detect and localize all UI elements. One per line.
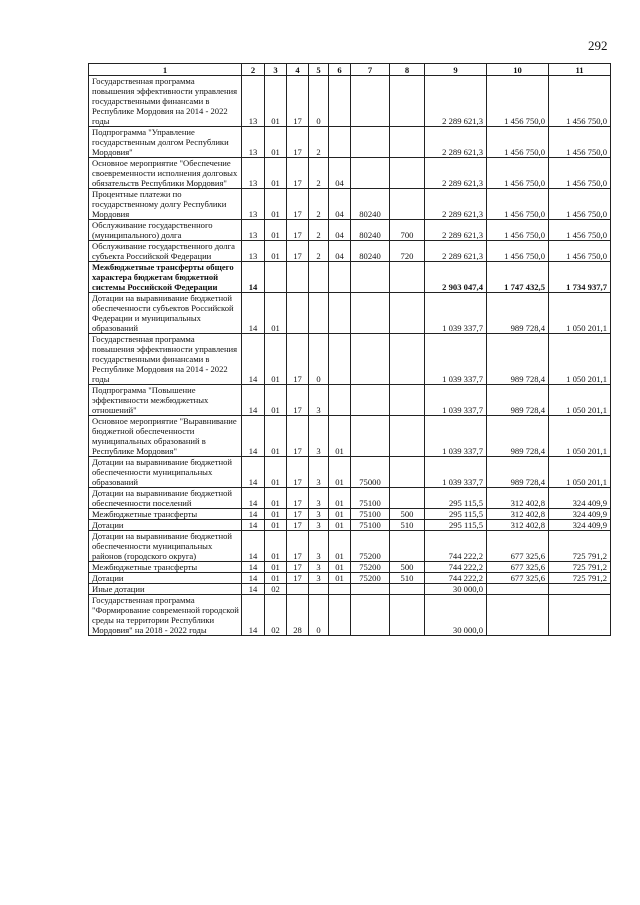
code-expense-type (390, 127, 425, 158)
amount-col11: 1 050 201,1 (549, 457, 611, 488)
amount-col10: 989 728,4 (487, 385, 549, 416)
code-chapter: 14 (242, 334, 265, 385)
table-row (89, 488, 611, 509)
amount-col11: 1 050 201,1 (549, 416, 611, 457)
code-direction (351, 127, 390, 158)
code-expense-type (390, 531, 425, 562)
code-expense-type (390, 595, 425, 636)
table-row (89, 416, 611, 457)
code-expense-type (390, 334, 425, 385)
code-direction: 80240 (351, 189, 390, 220)
code-chapter: 14 (242, 520, 265, 531)
code-program: 17 (287, 573, 309, 584)
amount-col11: 1 050 201,1 (549, 293, 611, 334)
table-row (89, 509, 611, 520)
row-name: Государственная программа "Формирование современной городской среды на территории Республики Мордовия" на 2018 - 2022 годы (89, 595, 242, 636)
code-event: 04 (329, 189, 351, 220)
amount-col9: 744 222,2 (425, 531, 487, 562)
amount-col11: 1 456 750,0 (549, 241, 611, 262)
code-event (329, 584, 351, 595)
amount-col10: 1 456 750,0 (487, 76, 549, 127)
code-event: 01 (329, 573, 351, 584)
amount-col10: 312 402,8 (487, 488, 549, 509)
table-row (89, 189, 611, 220)
amount-col11: 1 456 750,0 (549, 220, 611, 241)
amount-col9: 2 289 621,3 (425, 76, 487, 127)
code-event: 01 (329, 457, 351, 488)
amount-col9: 30 000,0 (425, 584, 487, 595)
code-subprogram: 3 (309, 573, 329, 584)
code-program: 17 (287, 509, 309, 520)
code-direction: 75100 (351, 520, 390, 531)
code-event: 01 (329, 416, 351, 457)
code-event: 04 (329, 158, 351, 189)
row-name: Подпрограмма "Повышение эффективности межбюджетных отношений" (89, 385, 242, 416)
code-chapter: 14 (242, 385, 265, 416)
column-header: 8 (390, 64, 425, 76)
code-direction (351, 595, 390, 636)
code-direction (351, 334, 390, 385)
code-expense-type (390, 293, 425, 334)
code-direction: 75200 (351, 531, 390, 562)
code-expense-type (390, 189, 425, 220)
code-chapter: 13 (242, 76, 265, 127)
code-subprogram: 3 (309, 509, 329, 520)
amount-col10: 312 402,8 (487, 509, 549, 520)
code-section: 01 (265, 531, 287, 562)
row-name: Дотации на выравнивание бюджетной обеспеченности субъектов Российской Федерации и муниципальных образований (89, 293, 242, 334)
code-chapter: 14 (242, 488, 265, 509)
column-header: 6 (329, 64, 351, 76)
code-program: 17 (287, 220, 309, 241)
code-subprogram: 0 (309, 595, 329, 636)
code-program: 17 (287, 158, 309, 189)
amount-col9: 1 039 337,7 (425, 293, 487, 334)
amount-col11: 324 409,9 (549, 488, 611, 509)
table-row (89, 531, 611, 562)
code-direction: 75100 (351, 488, 390, 509)
table-row (89, 262, 611, 293)
header-row (89, 64, 611, 76)
amount-col9: 295 115,5 (425, 509, 487, 520)
code-direction (351, 584, 390, 595)
code-subprogram: 2 (309, 158, 329, 189)
amount-col11: 1 734 937,7 (549, 262, 611, 293)
code-section: 01 (265, 76, 287, 127)
code-chapter: 14 (242, 262, 265, 293)
row-name: Подпрограмма "Управление государственным долгом Республики Мордовия" (89, 127, 242, 158)
row-name: Дотации на выравнивание бюджетной обеспеченности муниципальных образований (89, 457, 242, 488)
row-name: Дотации (89, 520, 242, 531)
budget-table-container (88, 63, 610, 636)
code-expense-type: 500 (390, 509, 425, 520)
column-header: 2 (242, 64, 265, 76)
code-subprogram: 3 (309, 531, 329, 562)
code-section: 01 (265, 189, 287, 220)
amount-col11: 725 791,2 (549, 531, 611, 562)
code-event: 01 (329, 520, 351, 531)
code-program: 17 (287, 531, 309, 562)
table-row (89, 595, 611, 636)
code-event: 04 (329, 241, 351, 262)
amount-col11: 1 456 750,0 (549, 189, 611, 220)
amount-col9: 2 289 621,3 (425, 158, 487, 189)
code-expense-type (390, 488, 425, 509)
code-expense-type: 720 (390, 241, 425, 262)
column-header: 10 (487, 64, 549, 76)
column-header: 9 (425, 64, 487, 76)
amount-col9: 295 115,5 (425, 520, 487, 531)
table-row (89, 385, 611, 416)
code-direction (351, 158, 390, 189)
column-header: 5 (309, 64, 329, 76)
code-event (329, 293, 351, 334)
code-section: 01 (265, 385, 287, 416)
code-subprogram: 3 (309, 416, 329, 457)
code-subprogram: 3 (309, 562, 329, 573)
code-program: 17 (287, 76, 309, 127)
column-header: 1 (89, 64, 242, 76)
code-direction: 80240 (351, 220, 390, 241)
code-section: 01 (265, 520, 287, 531)
code-subprogram: 3 (309, 457, 329, 488)
amount-col11: 1 456 750,0 (549, 127, 611, 158)
code-direction (351, 293, 390, 334)
code-event (329, 334, 351, 385)
code-program: 17 (287, 127, 309, 158)
amount-col11: 324 409,9 (549, 509, 611, 520)
code-section (265, 262, 287, 293)
code-expense-type: 510 (390, 573, 425, 584)
amount-col10: 677 325,6 (487, 573, 549, 584)
code-program: 17 (287, 334, 309, 385)
column-header: 11 (549, 64, 611, 76)
code-direction: 75200 (351, 562, 390, 573)
amount-col11: 725 791,2 (549, 573, 611, 584)
table-row (89, 573, 611, 584)
amount-col10: 1 456 750,0 (487, 189, 549, 220)
table-row (89, 293, 611, 334)
code-expense-type (390, 416, 425, 457)
code-chapter: 13 (242, 220, 265, 241)
code-chapter: 14 (242, 416, 265, 457)
code-expense-type: 500 (390, 562, 425, 573)
table-row (89, 76, 611, 127)
amount-col10: 1 747 432,5 (487, 262, 549, 293)
row-name: Процентные платежи по государственному долгу Республики Мордовия (89, 189, 242, 220)
code-direction (351, 416, 390, 457)
amount-col9: 2 289 621,3 (425, 189, 487, 220)
amount-col11 (549, 584, 611, 595)
row-name: Дотации на выравнивание бюджетной обеспеченности поселений (89, 488, 242, 509)
code-event: 01 (329, 509, 351, 520)
budget-table (88, 63, 611, 636)
code-event (329, 262, 351, 293)
amount-col10 (487, 595, 549, 636)
table-body (89, 76, 611, 636)
code-subprogram: 3 (309, 520, 329, 531)
amount-col10: 989 728,4 (487, 334, 549, 385)
amount-col9: 2 289 621,3 (425, 241, 487, 262)
code-subprogram: 2 (309, 220, 329, 241)
table-row (89, 334, 611, 385)
code-event (329, 595, 351, 636)
row-name: Дотации на выравнивание бюджетной обеспеченности муниципальных районов (городского округа) (89, 531, 242, 562)
amount-col10 (487, 584, 549, 595)
code-section: 01 (265, 416, 287, 457)
code-chapter: 13 (242, 189, 265, 220)
row-name: Иные дотации (89, 584, 242, 595)
code-chapter: 13 (242, 158, 265, 189)
code-chapter: 14 (242, 509, 265, 520)
amount-col11: 1 456 750,0 (549, 158, 611, 189)
code-direction: 75200 (351, 573, 390, 584)
code-program (287, 262, 309, 293)
code-expense-type (390, 584, 425, 595)
code-chapter: 13 (242, 127, 265, 158)
table-row (89, 457, 611, 488)
row-name: Государственная программа повышения эффективности управления государственными финансами в Республике Мордовия на 2014 - 2022 годы (89, 76, 242, 127)
code-chapter: 14 (242, 293, 265, 334)
code-subprogram: 2 (309, 241, 329, 262)
code-program: 17 (287, 520, 309, 531)
amount-col9: 2 903 047,4 (425, 262, 487, 293)
code-program: 17 (287, 416, 309, 457)
code-program: 17 (287, 457, 309, 488)
code-direction: 75000 (351, 457, 390, 488)
amount-col9: 1 039 337,7 (425, 385, 487, 416)
amount-col10: 677 325,6 (487, 531, 549, 562)
code-program: 17 (287, 488, 309, 509)
code-expense-type (390, 457, 425, 488)
code-subprogram: 2 (309, 127, 329, 158)
code-section: 02 (265, 584, 287, 595)
code-chapter: 14 (242, 595, 265, 636)
code-section: 01 (265, 158, 287, 189)
amount-col9: 2 289 621,3 (425, 127, 487, 158)
code-event: 01 (329, 531, 351, 562)
code-section: 01 (265, 457, 287, 488)
amount-col9: 744 222,2 (425, 562, 487, 573)
row-name: Межбюджетные трансферты общего характера бюджетам бюджетной системы Российской Федерации (89, 262, 242, 293)
code-direction (351, 262, 390, 293)
code-program: 28 (287, 595, 309, 636)
code-section: 01 (265, 488, 287, 509)
row-name: Межбюджетные трансферты (89, 509, 242, 520)
amount-col10: 1 456 750,0 (487, 158, 549, 189)
code-direction: 75100 (351, 509, 390, 520)
code-expense-type: 510 (390, 520, 425, 531)
amount-col10: 989 728,4 (487, 457, 549, 488)
code-expense-type (390, 76, 425, 127)
code-expense-type (390, 262, 425, 293)
code-subprogram (309, 584, 329, 595)
code-section: 01 (265, 241, 287, 262)
amount-col11: 324 409,9 (549, 520, 611, 531)
code-subprogram: 0 (309, 334, 329, 385)
code-chapter: 14 (242, 457, 265, 488)
code-event (329, 76, 351, 127)
amount-col9: 1 039 337,7 (425, 334, 487, 385)
code-subprogram (309, 262, 329, 293)
amount-col9: 30 000,0 (425, 595, 487, 636)
amount-col11: 1 050 201,1 (549, 385, 611, 416)
code-section: 01 (265, 293, 287, 334)
code-section: 01 (265, 127, 287, 158)
code-expense-type: 700 (390, 220, 425, 241)
row-name: Обслуживание государственного (муниципального) долга (89, 220, 242, 241)
code-expense-type (390, 158, 425, 189)
amount-col10: 989 728,4 (487, 293, 549, 334)
amount-col9: 744 222,2 (425, 573, 487, 584)
code-section: 02 (265, 595, 287, 636)
code-subprogram: 2 (309, 189, 329, 220)
code-program: 17 (287, 385, 309, 416)
code-subprogram: 3 (309, 488, 329, 509)
code-event (329, 385, 351, 416)
code-chapter: 13 (242, 241, 265, 262)
table-row (89, 220, 611, 241)
code-chapter: 14 (242, 531, 265, 562)
code-program (287, 293, 309, 334)
code-event: 01 (329, 488, 351, 509)
amount-col9: 1 039 337,7 (425, 416, 487, 457)
column-header: 7 (351, 64, 390, 76)
amount-col11: 1 456 750,0 (549, 76, 611, 127)
table-row (89, 584, 611, 595)
amount-col9: 2 289 621,3 (425, 220, 487, 241)
code-section: 01 (265, 334, 287, 385)
row-name: Государственная программа повышения эффективности управления государственными финансами в Республике Мордовия на 2014 - 2022 годы (89, 334, 242, 385)
table-row (89, 158, 611, 189)
amount-col9: 295 115,5 (425, 488, 487, 509)
code-program (287, 584, 309, 595)
amount-col10: 1 456 750,0 (487, 220, 549, 241)
amount-col10: 312 402,8 (487, 520, 549, 531)
amount-col9: 1 039 337,7 (425, 457, 487, 488)
row-name: Дотации (89, 573, 242, 584)
code-subprogram: 3 (309, 385, 329, 416)
code-chapter: 14 (242, 584, 265, 595)
page-number: 292 (588, 38, 608, 53)
code-program: 17 (287, 562, 309, 573)
code-event: 04 (329, 220, 351, 241)
code-chapter: 14 (242, 573, 265, 584)
code-subprogram (309, 293, 329, 334)
row-name: Основное мероприятие "Выравнивание бюджетной обеспеченности муниципальных образований в Республике Мордовия" (89, 416, 242, 457)
row-name: Обслуживание государственного долга субъекта Российской Федерации (89, 241, 242, 262)
amount-col10: 677 325,6 (487, 562, 549, 573)
code-event (329, 127, 351, 158)
amount-col10: 989 728,4 (487, 416, 549, 457)
table-row (89, 127, 611, 158)
column-header: 3 (265, 64, 287, 76)
code-direction (351, 76, 390, 127)
code-section: 01 (265, 562, 287, 573)
row-name: Межбюджетные трансферты (89, 562, 242, 573)
code-program: 17 (287, 189, 309, 220)
code-subprogram: 0 (309, 76, 329, 127)
column-header: 4 (287, 64, 309, 76)
table-row (89, 520, 611, 531)
code-direction (351, 385, 390, 416)
amount-col11 (549, 595, 611, 636)
code-direction: 80240 (351, 241, 390, 262)
row-name: Основное мероприятие "Обеспечение своевременности исполнения долговых обязательств Республики Мордовия" (89, 158, 242, 189)
amount-col10: 1 456 750,0 (487, 127, 549, 158)
code-section: 01 (265, 220, 287, 241)
amount-col11: 1 050 201,1 (549, 334, 611, 385)
code-chapter: 14 (242, 562, 265, 573)
code-section: 01 (265, 573, 287, 584)
amount-col11: 725 791,2 (549, 562, 611, 573)
code-section: 01 (265, 509, 287, 520)
amount-col10: 1 456 750,0 (487, 241, 549, 262)
code-expense-type (390, 385, 425, 416)
code-event: 01 (329, 562, 351, 573)
table-row (89, 562, 611, 573)
code-program: 17 (287, 241, 309, 262)
table-row (89, 241, 611, 262)
